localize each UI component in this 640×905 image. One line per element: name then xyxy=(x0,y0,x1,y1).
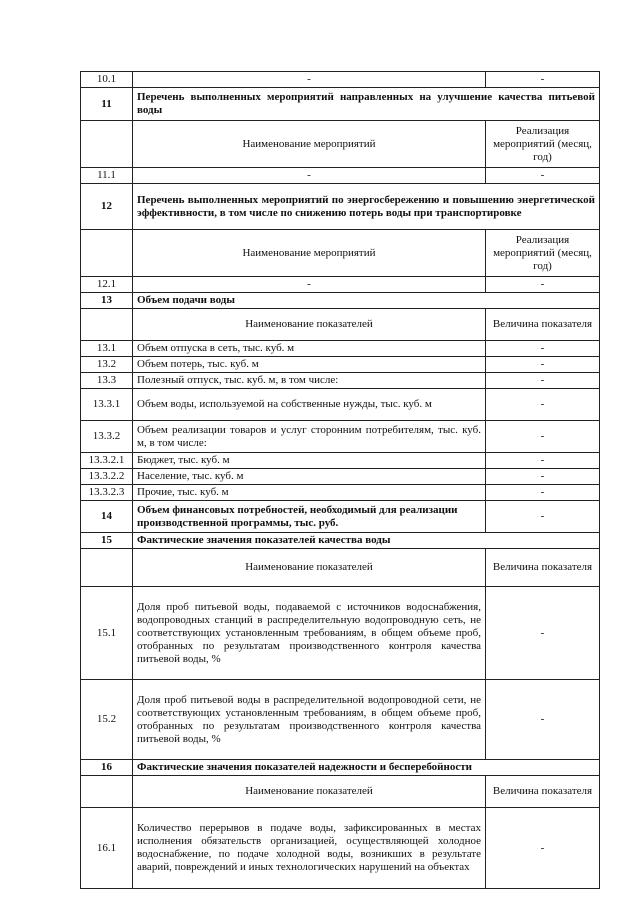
empty-cell xyxy=(81,230,133,277)
row-number: 13.3.2.2 xyxy=(81,469,133,485)
section-number: 15 xyxy=(81,533,133,549)
table-row xyxy=(81,587,600,680)
row-number: 13.3.2.3 xyxy=(81,485,133,501)
row-number: 13.3 xyxy=(81,373,133,389)
section-row-14 xyxy=(81,501,600,533)
empty-cell xyxy=(81,776,133,808)
table-row xyxy=(81,808,600,889)
row-text: Количество перерывов в подаче воды, зафиксированных в местах исполнения обязательств организацией, осуществляющей холодное водоснабжение, по подаче холодной воды, возникших в результате аварий, повреждений и иных технологических нарушений на объектах xyxy=(133,808,486,889)
row-number: 15.2 xyxy=(81,680,133,760)
empty-cell xyxy=(81,549,133,587)
row-value: - xyxy=(486,373,600,389)
row-number: 13.1 xyxy=(81,341,133,357)
empty-cell xyxy=(81,121,133,168)
row-value: - xyxy=(486,357,600,373)
row-value: - xyxy=(486,469,600,485)
column-header-name: Наименование мероприятий xyxy=(133,230,486,277)
table-row xyxy=(81,168,600,184)
row-number: 13.3.2.1 xyxy=(81,453,133,469)
table-row xyxy=(81,373,600,389)
row-text: - xyxy=(133,168,486,184)
row-value: - xyxy=(486,168,600,184)
row-number: 10.1 xyxy=(81,72,133,88)
row-number: 13.2 xyxy=(81,357,133,373)
row-value: - xyxy=(486,485,600,501)
row-number: 13.3.2 xyxy=(81,421,133,453)
row-value: - xyxy=(486,341,600,357)
table-row xyxy=(81,389,600,421)
row-text: Полезный отпуск, тыс. куб. м, в том числе: xyxy=(133,373,486,389)
section-title: Перечень выполненных мероприятий направленных на улучшение качества питьевой воды xyxy=(133,88,600,121)
section-row-13 xyxy=(81,293,600,309)
row-number: 12.1 xyxy=(81,277,133,293)
column-header-value: Величина показателя xyxy=(486,549,600,587)
section-number: 11 xyxy=(81,88,133,121)
column-header-name: Наименование показателей xyxy=(133,776,486,808)
table-row xyxy=(81,421,600,453)
section-row-16 xyxy=(81,760,600,776)
row-value: - xyxy=(486,421,600,453)
row-text: Прочие, тыс. куб. м xyxy=(133,485,486,501)
empty-cell xyxy=(81,309,133,341)
row-text: Объем потерь, тыс. куб. м xyxy=(133,357,486,373)
column-header-value: Реализация мероприятий (месяц, год) xyxy=(486,230,600,277)
table-row xyxy=(81,680,600,760)
row-text: Объем отпуска в сеть, тыс. куб. м xyxy=(133,341,486,357)
row-number: 13.3.1 xyxy=(81,389,133,421)
section-title: Фактические значения показателей надежности и бесперебойности xyxy=(133,760,600,776)
section-number: 12 xyxy=(81,184,133,230)
table-row xyxy=(81,277,600,293)
section-title: Фактические значения показателей качества воды xyxy=(133,533,600,549)
report-table xyxy=(80,71,600,889)
table-row xyxy=(81,341,600,357)
column-header-value: Величина показателя xyxy=(486,776,600,808)
row-text: - xyxy=(133,277,486,293)
row-value: - xyxy=(486,277,600,293)
header-row xyxy=(81,230,600,277)
section-title: Перечень выполненных мероприятий по энергосбережению и повышению энергетической эффективности, в том числе по снижению потерь воды при транспортировке xyxy=(133,184,600,230)
row-value: - xyxy=(486,389,600,421)
column-header-name: Наименование показателей xyxy=(133,309,486,341)
column-header-value: Величина показателя xyxy=(486,309,600,341)
section-row-11 xyxy=(81,88,600,121)
table-row xyxy=(81,72,600,88)
header-row xyxy=(81,776,600,808)
row-text: Объем воды, используемой на собственные нужды, тыс. куб. м xyxy=(133,389,486,421)
section-number: 13 xyxy=(81,293,133,309)
section-title: Объем финансовых потребностей, необходимый для реализации производственной программы, тыс. руб. xyxy=(133,501,486,533)
row-number: 16.1 xyxy=(81,808,133,889)
section-title: Объем подачи воды xyxy=(133,293,600,309)
row-value: - xyxy=(486,72,600,88)
row-number: 11.1 xyxy=(81,168,133,184)
column-header-value: Реализация мероприятий (месяц, год) xyxy=(486,121,600,168)
row-text: Объем реализации товаров и услуг сторонним потребителям, тыс. куб. м, в том числе: xyxy=(133,421,486,453)
row-text: Бюджет, тыс. куб. м xyxy=(133,453,486,469)
row-value: - xyxy=(486,680,600,760)
header-row xyxy=(81,121,600,168)
row-number: 15.1 xyxy=(81,587,133,680)
header-row xyxy=(81,549,600,587)
row-value: - xyxy=(486,453,600,469)
table-row xyxy=(81,485,600,501)
row-value: - xyxy=(486,808,600,889)
row-value: - xyxy=(486,587,600,680)
row-value: - xyxy=(486,501,600,533)
row-text: Доля проб питьевой воды в распределительной водопроводной сети, не соответствующих установленным требованиям, в общем объеме проб, отобранных по результатам производственного контроля качества питьевой воды, % xyxy=(133,680,486,760)
section-row-15 xyxy=(81,533,600,549)
row-text: Население, тыс. куб. м xyxy=(133,469,486,485)
row-text: Доля проб питьевой воды, подаваемой с источников водоснабжения, водопроводных станций в распределительную водопроводную сеть, не соответствующих установленным требованиям, в общем объеме проб, отобранных по результатам производственного контроля качества питьевой воды, % xyxy=(133,587,486,680)
table-row xyxy=(81,469,600,485)
section-number: 14 xyxy=(81,501,133,533)
table-row xyxy=(81,357,600,373)
column-header-name: Наименование показателей xyxy=(133,549,486,587)
section-number: 16 xyxy=(81,760,133,776)
column-header-name: Наименование мероприятий xyxy=(133,121,486,168)
row-text: - xyxy=(133,72,486,88)
table-row xyxy=(81,453,600,469)
section-row-12 xyxy=(81,184,600,230)
header-row xyxy=(81,309,600,341)
